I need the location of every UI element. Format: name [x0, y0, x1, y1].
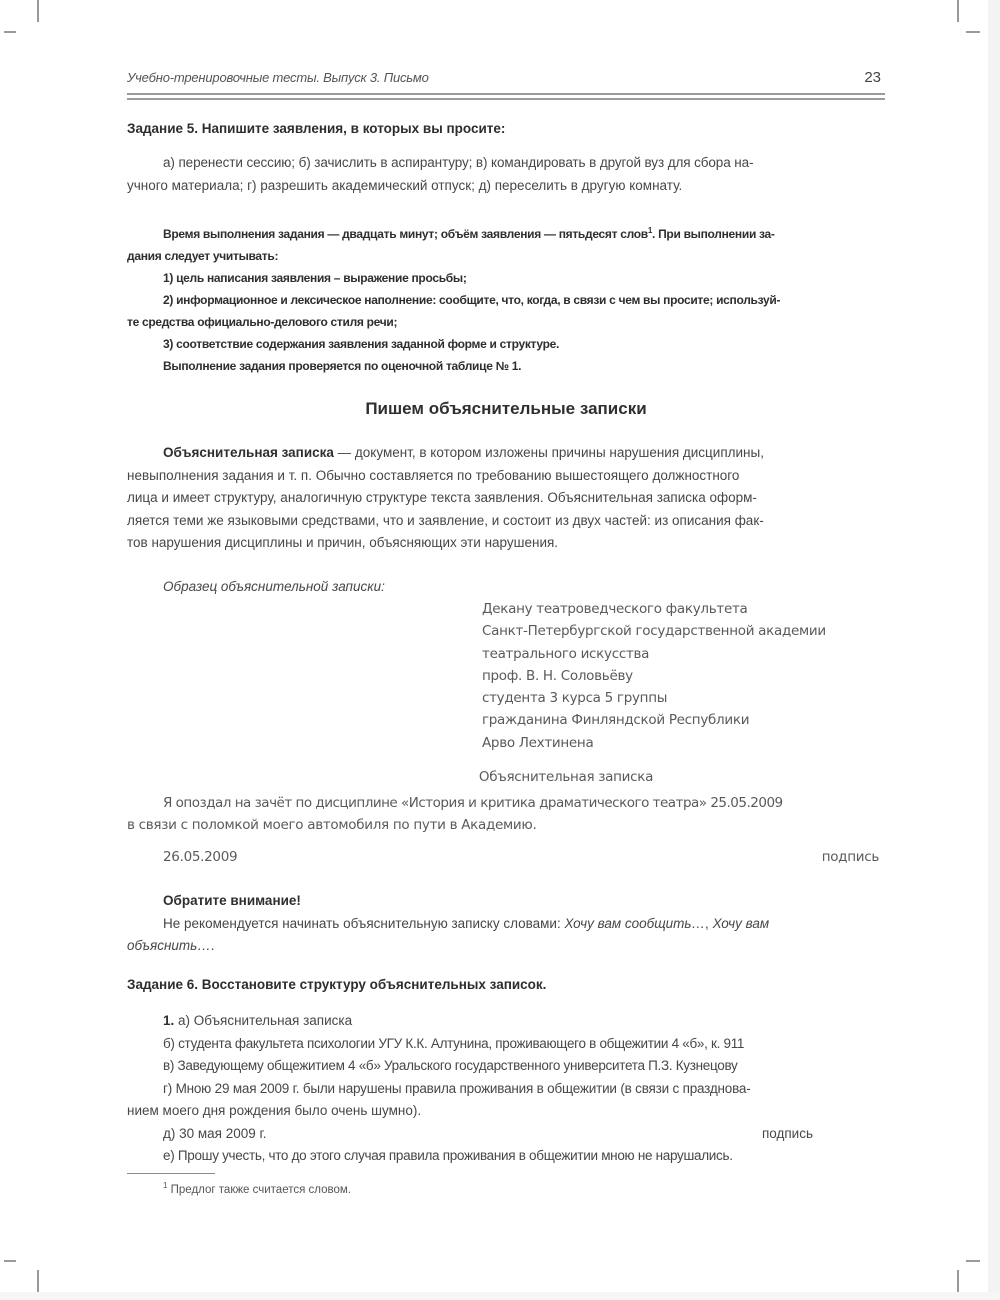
crop-mark-bottom-right-horizontal — [966, 1260, 980, 1262]
definition-line2: невыполнения задания и т. п. Обычно составляется по требованию вышестоящего должностного — [127, 467, 740, 483]
notice-text — [127, 913, 885, 936]
definition — [127, 442, 885, 555]
running-header — [127, 70, 885, 90]
addressee-line: Арво Лехтинена — [482, 734, 594, 751]
notice-text-line2 — [127, 935, 885, 958]
header-rule-bottom — [127, 98, 885, 100]
task6-item-g-line1: г) Мною 29 мая 2009 г. были нарушены правила проживания в общежитии (в связи с празднова- — [163, 1080, 751, 1096]
addressee-line: Декану театроведческого факультета — [482, 601, 748, 617]
task6-item-b: б) студента факультета психологии УГУ К.К. Алтунина, проживающего в общежитии 4 «б», к. 911 — [163, 1035, 745, 1051]
crop-mark-top-left-horizontal — [4, 31, 16, 33]
definition-text: — документ, в котором изложены причины нарушения дисциплины, — [333, 445, 764, 460]
crop-mark-bottom-right-vertical — [957, 1270, 959, 1292]
definition-term: Объяснительная записка — [163, 445, 334, 460]
task5 — [127, 121, 885, 136]
definition-line1 — [127, 442, 885, 465]
footnote — [127, 1181, 921, 1196]
task5-condition-3: 3) соответствие содержания заявления заданной форме и структуре. — [163, 337, 560, 351]
task6 — [127, 977, 885, 992]
task5-items-line2: учного материала; г) разрешить академический отпуск; д) переселить в другую комнату. — [127, 177, 683, 193]
footnote-rule — [127, 1173, 215, 1174]
task5-conditions — [127, 220, 885, 377]
sample-footer — [127, 846, 885, 868]
item-d-signature: подпись — [761, 1125, 813, 1141]
page-number: 23 — [864, 69, 881, 86]
sample-date: 26.05.2009 — [163, 849, 238, 865]
task6-heading: Задание 6. Восстановите структуру объяснительных записок. — [127, 977, 547, 992]
sample-label: Образец объяснительной записки: — [163, 579, 385, 594]
sample-body — [127, 792, 885, 837]
addressee-line: гражданина Финляндской Республики — [482, 712, 750, 729]
sample-signature: подпись — [821, 849, 879, 865]
task5-condition-2-line2: те средства официально-делового стиля речи; — [127, 315, 398, 329]
notice-example-2: Хочу вам — [712, 915, 770, 931]
item-a-text: а) Объяснительная записка — [178, 1013, 353, 1028]
task5-heading: Задание 5. Напишите заявления, в которых вы просите: — [127, 121, 506, 136]
crop-mark-top-left-vertical — [37, 0, 39, 22]
footnote-mark: 1 — [163, 1181, 168, 1190]
addressee-line: Санкт-Петербургской государственной академии — [482, 623, 826, 640]
crop-mark-bottom-left-horizontal — [4, 1260, 16, 1262]
conditions-text-tail: . При выполнении за- — [652, 227, 775, 241]
definition-line3: лица и имеет структуру, аналогичную структуре текста заявления. Объяснительная записка оформ- — [127, 490, 757, 505]
notice-heading: Обратите внимание! — [163, 893, 301, 908]
footnote-text: Предлог также считается словом. — [167, 1183, 351, 1196]
addressee-lines — [482, 598, 826, 754]
task6-exercise-1 — [127, 1010, 885, 1168]
task6-item-e: е) Прошу учесть, что до этого случая правила проживания в общежитии мною не нарушались. — [163, 1148, 733, 1163]
page-edge-right — [988, 0, 1000, 1300]
item-d-date: д) 30 мая 2009 г. — [163, 1125, 267, 1141]
conditions-text: Время выполнения задания — двадцать минут; объём заявления — пятьдесят слов — [163, 227, 648, 241]
section-heading-block — [127, 399, 885, 419]
sample-body-line2: в связи с поломкой моего автомобиля по пути в Академию. — [127, 817, 537, 834]
task5-condition-1: 1) цель написания заявления – выражение просьбы; — [163, 271, 467, 285]
exercise-number: 1. — [163, 1013, 175, 1028]
task6-item-g-line2: нием моего дня рождения было очень шумно). — [127, 1103, 422, 1118]
sample-body-line1: Я опоздал на зачёт по дисциплине «История и критика драматического театра» 25.05.2009 — [163, 795, 783, 811]
running-header-title: Учебно-тренировочные тесты. Выпуск 3. Письмо — [127, 70, 429, 85]
definition-line4: ляется теми же языковыми средствами, что и заявление, и состоит из двух частей: из описания фак- — [127, 512, 764, 528]
page-edge-bottom — [0, 1292, 1000, 1300]
definition-line5: тов нарушения дисциплины и причин, объясняющих эти нарушения. — [127, 535, 559, 550]
sample-title-block — [127, 766, 885, 788]
task5-items-line1: а) перенести сессию; б) зачислить в аспирантуру; в) командировать в другой вуз для сбора на- — [163, 155, 754, 170]
crop-mark-bottom-left-vertical — [37, 1270, 39, 1292]
header-rule-top — [127, 93, 885, 95]
crop-mark-top-right-horizontal — [966, 31, 980, 33]
crop-mark-top-right-vertical — [957, 0, 959, 22]
notice-example-2-cont: объяснить… — [127, 938, 211, 953]
notice-separator: , — [705, 915, 713, 931]
addressee-line: студента 3 курса 5 группы — [482, 690, 668, 707]
footnote-ref: 1 — [647, 226, 653, 235]
sample-label-block — [127, 576, 885, 599]
task5-items — [127, 152, 885, 197]
addressee-line: проф. В. Н. Соловьёву — [482, 667, 633, 684]
task5-condition-2-line1: 2) информационное и лексическое наполнение: сообщите, что, когда, в связи с чем вы просите; используй- — [163, 293, 781, 307]
task5-conditions-line1 — [127, 220, 885, 245]
task5-conditions-line2: дания следует учитывать: — [127, 249, 279, 263]
notice-example-1: Хочу вам сообщить… — [564, 915, 706, 931]
task6-item-d — [127, 1123, 885, 1146]
notice — [127, 890, 885, 958]
task5-evaluation: Выполнение задания проверяется по оценочной таблице № 1. — [163, 359, 522, 373]
notice-tail: . — [210, 938, 215, 953]
notice-text-plain: Не рекомендуется начинать объяснительную записку словами: — [163, 915, 565, 931]
addressee-line: театрального искусства — [482, 645, 650, 662]
sample-title: Объяснительная записка — [478, 769, 654, 785]
task6-item-a — [127, 1010, 885, 1033]
section-heading: Пишем объяснительные записки — [365, 399, 647, 418]
task6-item-v: в) Заведующему общежитием 4 «б» Уральского государственного университета П.З. Кузнецову — [163, 1058, 738, 1073]
